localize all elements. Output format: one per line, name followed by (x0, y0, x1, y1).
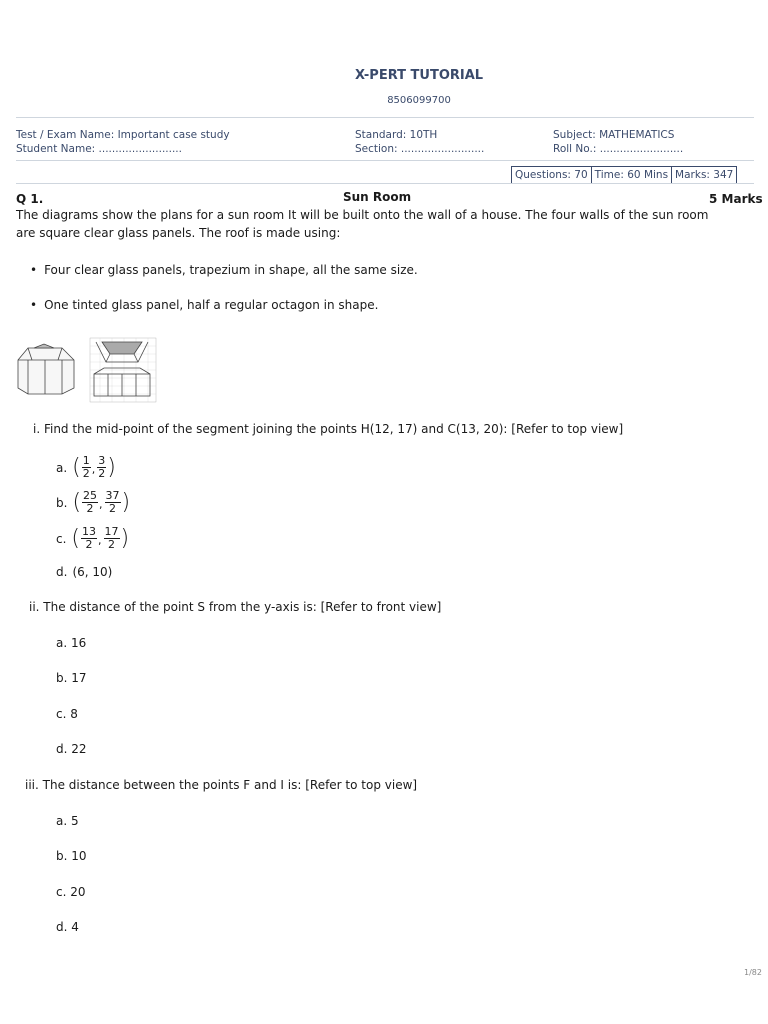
question-divider (16, 183, 754, 184)
option-ii-c[interactable]: c. 8 (56, 707, 78, 721)
exam-stats-box (511, 166, 737, 184)
denominator: 2 (82, 467, 90, 480)
fraction-pair: ( $\frac{1}{2}$ , $\frac{3}{2}$ ) (72, 454, 116, 480)
option-iii-a[interactable]: a. 5 (56, 814, 79, 828)
denominator: 2 (108, 538, 116, 551)
section: Section: ......................... (355, 143, 485, 155)
page-number: 1/82 (744, 968, 762, 977)
option-i-b[interactable] (56, 490, 130, 515)
option-i-c[interactable] (56, 526, 129, 551)
subquestion-ii: ii. The distance of the point S from the y-axis is: [Refer to front view] (29, 600, 442, 614)
numerator: 17 (104, 525, 119, 538)
option-letter: d. (56, 565, 68, 579)
standard: Standard: 10TH (355, 129, 438, 141)
subquestion-iii: iii. The distance between the points F and I is: [Refer to top view] (25, 778, 418, 792)
option-text: (6, 10) (72, 565, 113, 579)
option-ii-b[interactable]: b. 17 (56, 671, 87, 685)
roll-number: Roll No.: ......................... (553, 143, 684, 155)
option-letter: c. (56, 531, 67, 546)
option-letter: b. (56, 495, 68, 510)
option-ii-a[interactable]: a. 16 (56, 636, 87, 650)
numerator: 25 (83, 489, 98, 502)
option-iii-b[interactable]: b. 10 (56, 849, 87, 863)
sun-room-diagram (14, 336, 162, 408)
question-marks: 5 Marks (709, 192, 763, 206)
numerator: 13 (82, 525, 97, 538)
numerator: 37 (105, 489, 120, 502)
numerator: 3 (98, 454, 106, 467)
option-letter: a. (56, 460, 68, 475)
bullet-trapezium: • Four clear glass panels, trapezium in shape, all the same size. (30, 263, 418, 277)
test-name: Test / Exam Name: Important case study (16, 129, 230, 141)
subject: Subject: MATHEMATICS (553, 129, 675, 141)
question-intro: The diagrams show the plans for a sun room It will be built onto the wall of a house. The four walls of the sun room are square clear glass panels. The roof is made using: (16, 208, 709, 240)
questions-count: Questions: 70 (512, 167, 592, 183)
fraction-pair: ( $\frac{13}{2}$ , $\frac{17}{2}$ ) (71, 525, 130, 551)
page-title: X-PERT TUTORIAL (354, 68, 484, 83)
option-iii-c[interactable]: c. 20 (56, 885, 86, 899)
info-divider (16, 160, 754, 161)
total-marks: Marks: 347 (675, 169, 734, 181)
option-iii-d[interactable]: d. 4 (56, 920, 79, 934)
option-i-d[interactable] (56, 565, 112, 579)
option-i-a[interactable] (56, 455, 116, 480)
header-divider (16, 117, 754, 118)
denominator: 2 (85, 538, 93, 551)
question-title: Sun Room (343, 190, 412, 204)
time-limit: Time: 60 Mins (592, 167, 672, 183)
numerator: 1 (82, 454, 90, 467)
phone-number: 8506099700 (387, 95, 451, 106)
question-number: Q 1. (16, 192, 44, 206)
bullet-octagon: • One tinted glass panel, half a regular octagon in shape. (30, 298, 378, 312)
student-name: Student Name: ......................... (16, 143, 182, 155)
denominator: 2 (98, 467, 106, 480)
denominator: 2 (109, 502, 117, 515)
denominator: 2 (86, 502, 94, 515)
option-ii-d[interactable]: d. 22 (56, 742, 87, 756)
fraction-pair: ( $\frac{25}{2}$ , $\frac{37}{2}$ ) (72, 489, 131, 515)
subquestion-i: i. Find the mid-point of the segment joining the points H(12, 17) and C(13, 20): [Refer to top view] (33, 422, 624, 436)
